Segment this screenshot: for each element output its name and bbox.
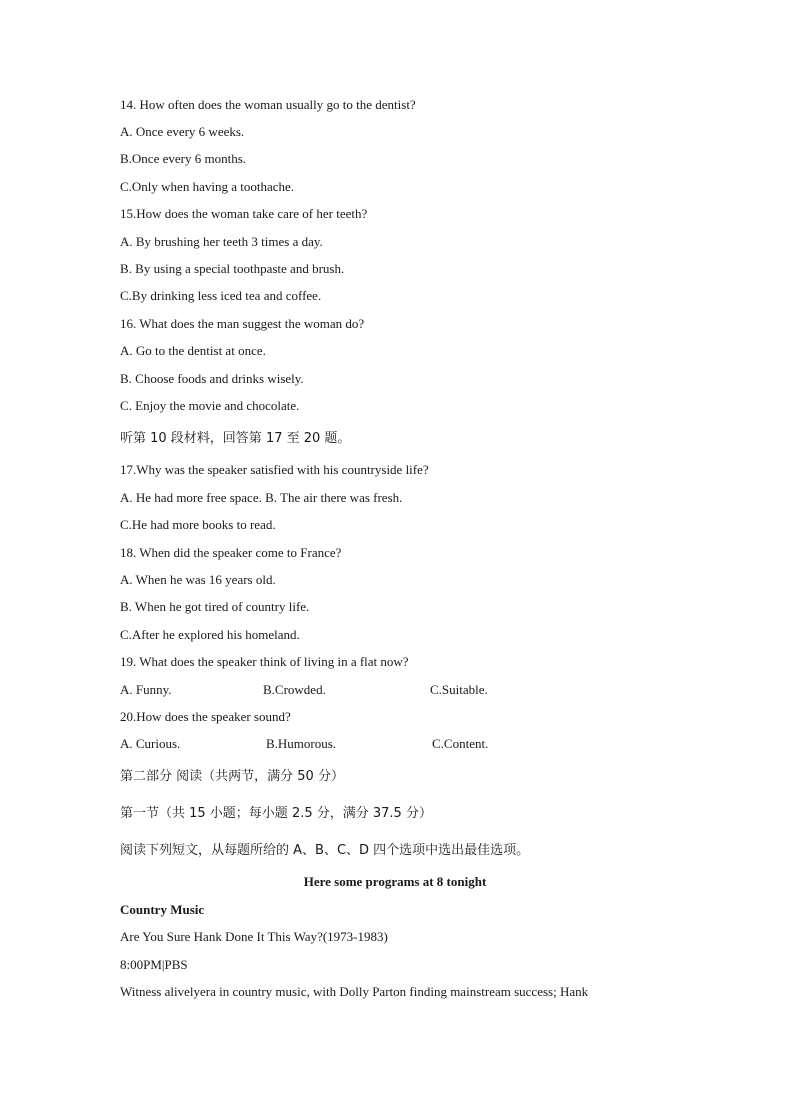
- program-title: Are You Sure Hank Done It This Way?(1973-1983): [120, 929, 388, 944]
- option-14-c: C.Only when having a toothache.: [120, 179, 295, 194]
- option-17-ab: A. He had more free space. B. The air there was fresh.: [120, 490, 403, 505]
- option-16-a: A. Go to the dentist at once.: [120, 343, 266, 358]
- option-15-a: A. By brushing her teeth 3 times a day.: [120, 234, 323, 249]
- option-20-c: C.Content.: [432, 736, 489, 751]
- question-15: 15.How does the woman take care of her teeth?: [120, 206, 368, 221]
- section-10-instruction: 听第 10 段材料，回答第 17 至 20 题。: [120, 431, 351, 446]
- option-20-b: B.Humorous.: [266, 736, 337, 751]
- program-description: Witness alivelyera in country music, with Dolly Parton finding mainstream success; Hank: [120, 984, 589, 999]
- option-14-a: A. Once every 6 weeks.: [120, 124, 245, 139]
- program-time: 8:00PM|PBS: [120, 957, 188, 972]
- question-17: 17.Why was the speaker satisfied with his countryside life?: [120, 462, 429, 477]
- question-19: 19. What does the speaker think of living in a flat now?: [120, 654, 409, 669]
- section-1-heading: 第一节（共 15 小题；每小题 2.5 分，满分 37.5 分）: [120, 806, 432, 821]
- reading-instruction: 阅读下列短文，从每题所给的 A、B、C、D 四个选项中选出最佳选项。: [120, 843, 530, 858]
- passage-heading: Country Music: [120, 902, 205, 917]
- question-18: 18. When did the speaker come to France?: [120, 545, 342, 560]
- option-16-c: C. Enjoy the movie and chocolate.: [120, 398, 300, 413]
- question-16: 16. What does the man suggest the woman do?: [120, 316, 365, 331]
- question-20: 20.How does the speaker sound?: [120, 709, 291, 724]
- option-18-a: A. When he was 16 years old.: [120, 572, 276, 587]
- option-17-c: C.He had more books to read.: [120, 517, 276, 532]
- option-19-b: B.Crowded.: [263, 682, 326, 697]
- part-2-heading: 第二部分 阅读（共两节，满分 50 分）: [120, 769, 344, 784]
- option-19-a: A. Funny.: [120, 682, 172, 697]
- option-16-b: B. Choose foods and drinks wisely.: [120, 371, 304, 386]
- option-15-b: B. By using a special toothpaste and brush.: [120, 261, 345, 276]
- option-14-b: B.Once every 6 months.: [120, 151, 247, 166]
- option-20-a: A. Curious.: [120, 736, 181, 751]
- question-14: 14. How often does the woman usually go to the dentist?: [120, 97, 416, 112]
- option-18-c: C.After he explored his homeland.: [120, 627, 300, 642]
- option-15-c: C.By drinking less iced tea and coffee.: [120, 288, 322, 303]
- option-19-c: C.Suitable.: [430, 682, 488, 697]
- option-18-b: B. When he got tired of country life.: [120, 599, 310, 614]
- passage-title: Here some programs at 8 tonight: [303, 874, 487, 889]
